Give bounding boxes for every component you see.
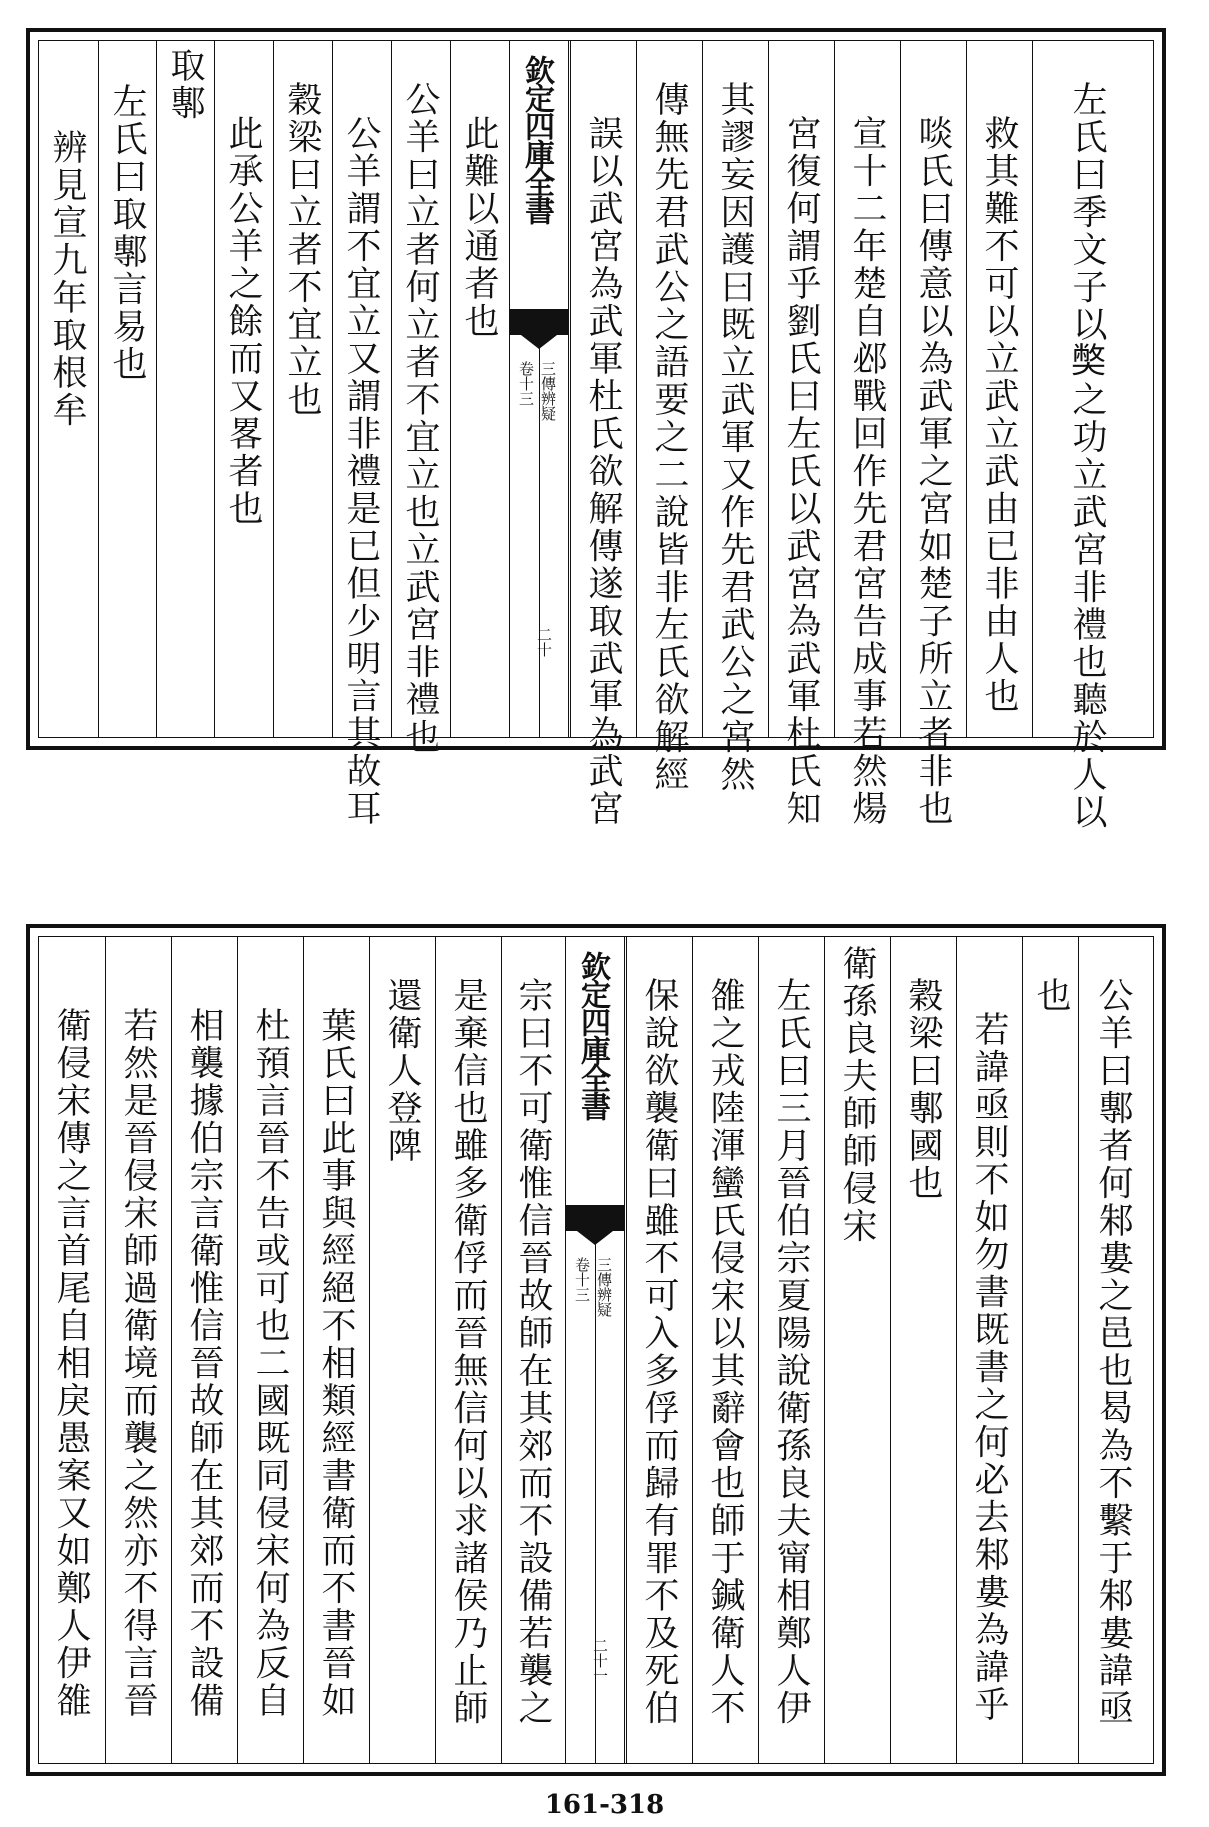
- book-title: 欽定四庫全書: [519, 55, 554, 223]
- text-column: [692, 937, 758, 1763]
- column-text: 衛侵宋傳之言首尾自相戾愚案又如鄭人伊雒: [51, 1007, 91, 1720]
- column-text: 若諱亟則不如勿書既書之何必去邾婁為諱乎: [969, 1011, 1009, 1724]
- column-text: 衛孫良夫師師侵宋: [837, 945, 877, 1245]
- book-name: 三傳辨疑: [595, 1257, 613, 1317]
- column-text: 宮復何謂乎劉氏曰左氏以武宮為武軍杜氏知: [781, 115, 821, 828]
- text-column: [450, 41, 509, 737]
- text-column: [303, 937, 369, 1763]
- text-column: [626, 937, 692, 1763]
- column-text: 葉氏曰此事與經絕不相類經書衛而不書晉如: [316, 1007, 356, 1720]
- folio-number: 二十: [535, 627, 553, 657]
- text-column: [391, 41, 450, 756]
- text-column: [956, 937, 1022, 1763]
- center-fold: [509, 41, 569, 737]
- text-column: [214, 41, 273, 737]
- text-column: [1078, 937, 1148, 1763]
- column-text: 公羊謂不宜立又謂非禮是已但少明言其故耳: [341, 115, 381, 828]
- column-text: 左氏曰三月晉伯宗夏陽說衛孫良夫甯相鄭人伊: [771, 977, 811, 1727]
- bottom-page-frame: [38, 936, 1154, 1764]
- book-name: 三傳辨疑: [539, 361, 557, 421]
- column-text: 穀梁曰立者不宜立也: [282, 81, 322, 419]
- text-column: [900, 41, 966, 828]
- column-text: 救其難不可以立武立武由已非由人也: [979, 115, 1019, 715]
- column-text: 誤以武宮為武軍杜氏欲解傳遂取武軍為武宮: [583, 115, 623, 828]
- column-text: 啖氏曰傳意以為武軍之宮如楚子所立者非也: [913, 115, 953, 828]
- column-text: 取鄟: [165, 47, 205, 122]
- column-text: 公羊曰鄟者何邾婁之邑也曷為不繫于邾婁諱亟: [1093, 977, 1133, 1727]
- text-column: [435, 937, 501, 1763]
- column-text: 是棄信也雖多衛俘而晉無信何以求諸侯乃止師: [448, 977, 488, 1727]
- column-text: 保說欲襲衛曰雖不可入多俘而歸有罪不及死伯: [639, 977, 679, 1727]
- text-column: [369, 937, 435, 1763]
- text-column: [39, 937, 105, 1763]
- text-column: [636, 41, 702, 794]
- text-column: [332, 41, 391, 828]
- text-column: [1032, 41, 1148, 831]
- text-column: [39, 41, 98, 737]
- column-text: 若然是晉侵宋師過衛境而襲之然亦不得言晉: [118, 1007, 158, 1720]
- volume-label: 卷十三: [517, 361, 535, 406]
- text-column: [824, 937, 890, 1763]
- column-text: 穀梁曰鄟國也: [903, 977, 943, 1202]
- book-title: 欽定四庫全書: [575, 951, 610, 1119]
- text-column: [501, 937, 565, 1763]
- column-text: 也: [1031, 977, 1071, 1015]
- top-page-frame: [38, 40, 1154, 831]
- column-text: 雒之戎陸渾蠻氏侵宋以其辭會也師于鍼衛人不: [705, 977, 745, 1727]
- column-text: 公羊曰立者何立者不宜立也立武宮非禮也: [400, 81, 440, 756]
- column-text: 左氏曰季文子以𡚁之功立武宮非禮也聽於人以: [1067, 81, 1107, 831]
- fishtail-mark: [566, 1205, 624, 1231]
- text-column: [156, 41, 214, 737]
- fishtail-mark: [510, 309, 568, 335]
- text-column: [890, 937, 956, 1763]
- text-column: [1022, 937, 1078, 1763]
- column-text: 左氏曰取鄟言易也: [107, 83, 147, 383]
- column-text: 此承公羊之餘而又畧者也: [223, 115, 263, 528]
- column-text: 傳無先君武公之語要之二說皆非左氏欲解經: [649, 81, 689, 794]
- column-text: 辨見宣九年取根牟: [47, 129, 87, 429]
- text-column: [105, 937, 171, 1763]
- center-fold: [565, 937, 625, 1763]
- text-column: [273, 41, 332, 737]
- text-column: [758, 937, 824, 1763]
- column-text: 相襲據伯宗言衛惟信晉故師在其郊而不設備: [184, 1007, 224, 1720]
- text-column: [834, 41, 900, 828]
- text-column: [702, 41, 768, 794]
- column-text: 此難以通者也: [459, 115, 499, 340]
- page-number: 161-318: [544, 1790, 665, 1820]
- volume-label: 卷十三: [573, 1257, 591, 1302]
- top-page: [26, 28, 1166, 831]
- column-text: 還衛人登陴: [382, 977, 422, 1165]
- text-column: [768, 41, 834, 828]
- column-text: 其謬妄因護曰既立武軍又作先君武公之宮然: [715, 81, 755, 794]
- text-column: [171, 937, 237, 1763]
- folio-number: 二十一: [591, 1638, 609, 1683]
- text-column: [966, 41, 1032, 737]
- text-column: [570, 41, 636, 828]
- column-text: 宣十二年楚自邲戰回作先君宮告成事若然煬: [847, 115, 887, 828]
- bottom-page: [26, 924, 1166, 1776]
- column-text: 杜預言晉不告或可也二國既同侵宋何為反自: [250, 1007, 290, 1720]
- column-text: 宗曰不可衛惟信晉故師在其郊而不設備若襲之: [513, 977, 553, 1727]
- text-column: [237, 937, 303, 1763]
- text-column: [98, 41, 156, 737]
